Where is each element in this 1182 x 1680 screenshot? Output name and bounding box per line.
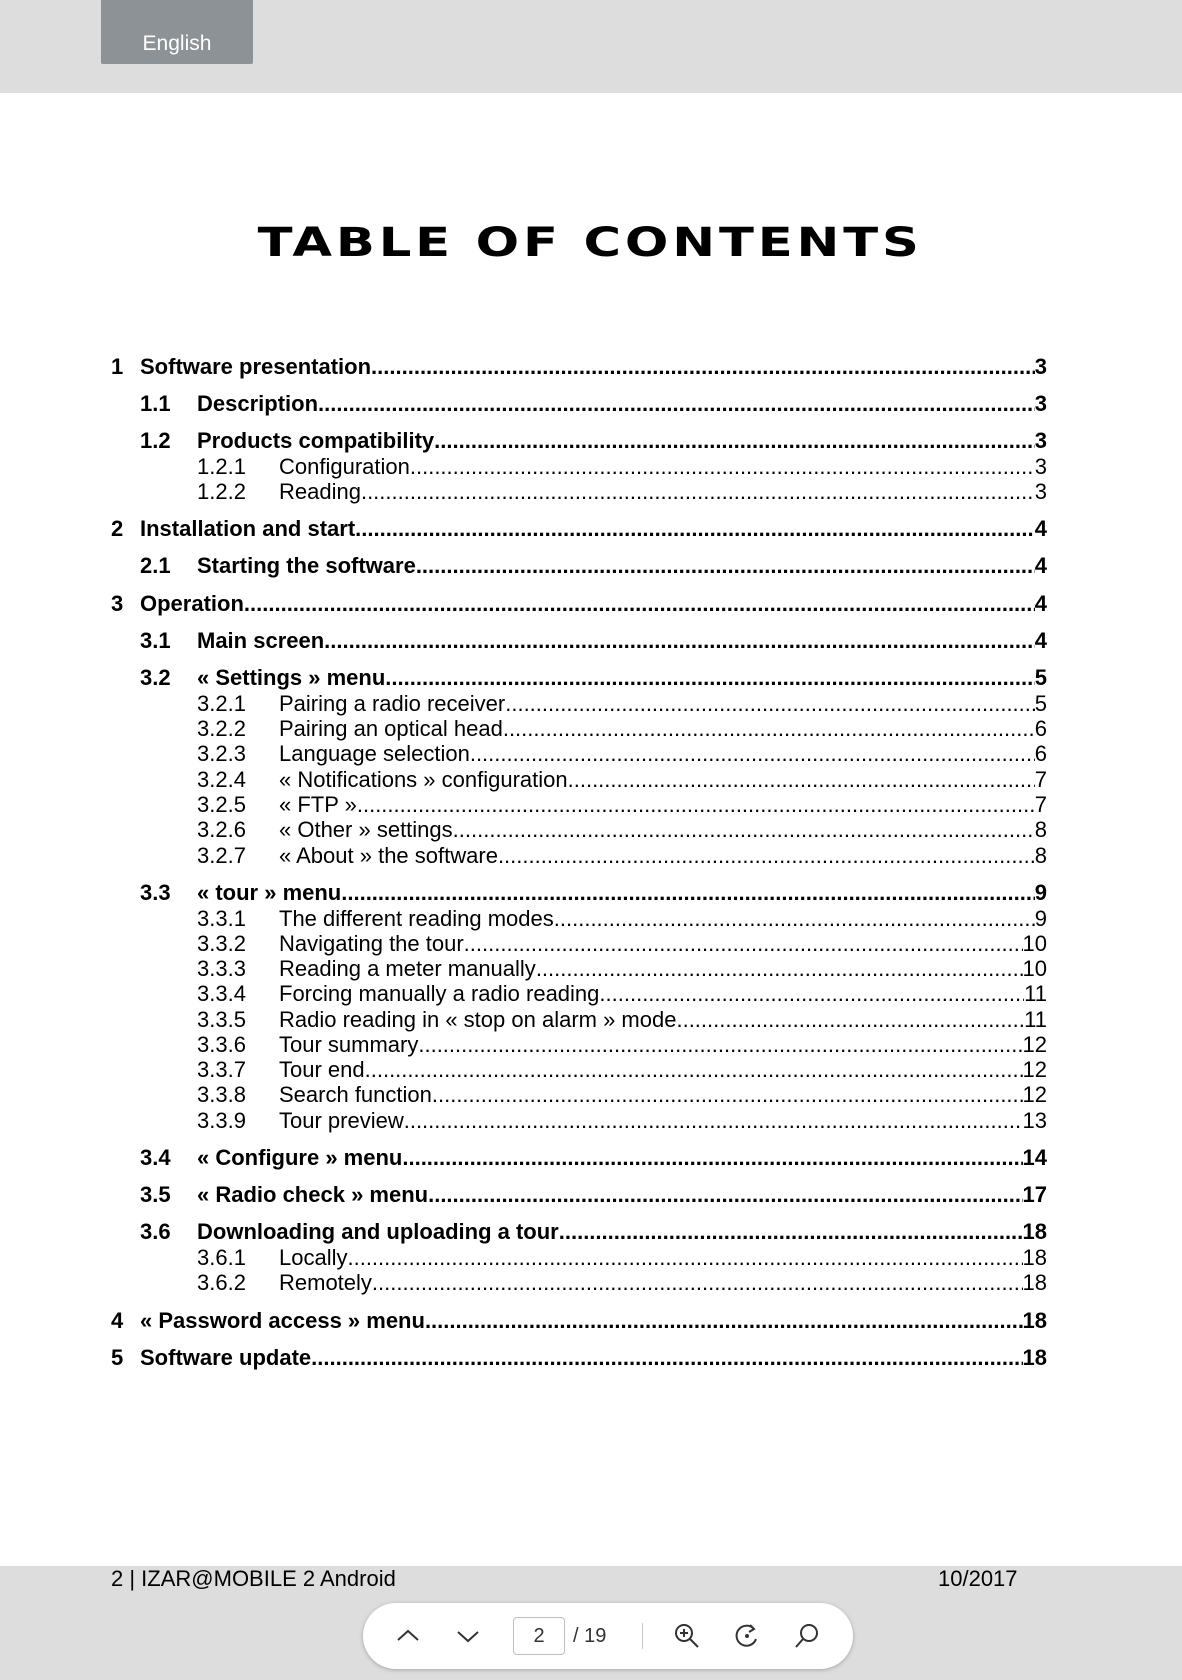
toc-entry-page: 3 [1034,391,1047,416]
page-number-input[interactable] [513,1617,565,1655]
toc-entry-number: 3.2 [140,665,171,690]
toc-entry-number: 3.6.1 [197,1245,246,1270]
search-button[interactable] [792,1621,822,1651]
toc-entry-page: 8 [1034,843,1047,868]
toc-entry-title: Starting the software [197,553,416,578]
toc-entry-title: Tour summary [279,1032,419,1057]
toc-entry[interactable] [111,1308,1047,1334]
toc-entry[interactable] [140,665,1047,691]
footer-date: 10/2017 [938,1566,1018,1591]
toc-entry-number: 3.3.8 [197,1082,246,1107]
toc-entry[interactable] [197,1245,1047,1271]
toc-leader-dots [676,1007,1024,1033]
toc-entry-number: 3.3.5 [197,1007,246,1032]
toc-entry-title: Configuration [279,454,410,479]
toc-entry-page: 12 [1022,1082,1047,1107]
toc-entry-page: 11 [1024,981,1047,1006]
toc-entry[interactable] [197,1270,1047,1296]
toc-entry-page: 3 [1034,454,1047,479]
toc-leader-dots [402,1145,1022,1171]
toc-entry[interactable] [197,906,1047,932]
rotate-icon [733,1622,761,1650]
toc-entry-page: 3 [1034,479,1047,504]
toc-leader-dots [361,479,1035,505]
toc-entry-title: « Radio check » menu [197,1182,429,1207]
toolbar-divider [642,1623,643,1649]
toc-entry[interactable] [197,843,1047,869]
search-icon [793,1622,821,1650]
toc-entry-page: 9 [1034,906,1047,931]
toc-leader-dots [554,906,1035,932]
toc-entry-number: 1.1 [140,391,171,416]
toc-entry-page: 18 [1022,1345,1047,1370]
toc-leader-dots [347,1245,1022,1271]
toc-entry[interactable] [111,516,1047,542]
toc-entry-title: Search function [279,1082,432,1107]
toc-entry-title: The different reading modes [279,906,554,931]
toc-entry[interactable] [197,454,1047,480]
toc-leader-dots [418,1032,1022,1058]
toc-entry-number: 3.5 [140,1182,171,1207]
toc-entry-title: Downloading and uploading a tour [197,1219,559,1244]
toc-leader-dots [428,1182,1022,1208]
toc-entry-page: 11 [1024,1007,1047,1032]
toc-entry[interactable] [197,792,1047,818]
toc-entry[interactable] [197,691,1047,717]
toc-entry-number: 3.3.6 [197,1032,246,1057]
language-tab[interactable]: English [101,0,253,64]
toc-leader-dots [341,880,1035,906]
toc-leader-dots [434,428,1035,454]
toc-leader-dots [357,792,1035,818]
toc-leader-dots [365,1057,1023,1083]
top-bar [0,0,1182,93]
toc-leader-dots [425,1308,1023,1334]
toc-entry-number: 3.2.3 [197,741,246,766]
toc-entry-title: Software presentation [140,354,372,379]
toc-leader-dots [470,741,1035,767]
toc-entry-number: 3.1 [140,628,171,653]
toc-entry-number: 3.2.2 [197,716,246,741]
toc-entry-number: 2.1 [140,553,171,578]
toc-entry-title: « Other » settings [279,817,453,842]
toc-entry-page: 6 [1034,741,1047,766]
toc-entry[interactable] [197,956,1047,982]
toc-entry-title: Language selection [279,741,470,766]
toc-entry-number: 3.3.3 [197,956,246,981]
toc-entry-page: 12 [1022,1032,1047,1057]
toc-entry[interactable] [197,817,1047,843]
toc-entry-number: 1.2.1 [197,454,246,479]
toc-entry[interactable] [197,981,1047,1007]
toc-entry-title: « Notifications » configuration [279,767,568,792]
toc-entry[interactable] [140,391,1047,417]
previous-page-button[interactable] [393,1621,423,1651]
toc-entry-title: « FTP » [279,792,357,817]
toc-leader-dots [559,1219,1023,1245]
zoom-in-icon [673,1622,701,1650]
toc-entry[interactable] [111,1345,1047,1371]
toc-entry-number: 3.3.7 [197,1057,246,1082]
chevron-up-icon [395,1623,421,1649]
page-total: / 19 [573,1625,607,1647]
toc-entry[interactable] [140,553,1047,579]
toc-entry-page: 18 [1022,1308,1047,1333]
toc-entry-page: 7 [1034,792,1047,817]
toc-entry[interactable] [197,479,1047,505]
toc-entry-page: 10 [1022,956,1047,981]
toc-entry-title: Main screen [197,628,325,653]
toc-entry-title: Pairing an optical head [279,716,503,741]
toc-entry-title: Reading a meter manually [279,956,536,981]
toc-entry-page: 5 [1034,665,1047,690]
toc-entry-number: 3.2.5 [197,792,246,817]
toc-leader-dots [505,691,1035,717]
toc-entry-page: 6 [1034,716,1047,741]
toc-entry-title: Locally [279,1245,348,1270]
toc-entry-number: 5 [111,1345,124,1370]
toc-leader-dots [355,516,1035,542]
page-navigation-toolbar [363,1603,853,1669]
toc-entry-page: 12 [1022,1057,1047,1082]
toc-entry-page: 18 [1022,1245,1047,1270]
toc-leader-dots [371,354,1035,380]
toc-entry[interactable] [197,1108,1047,1134]
toc-entry[interactable] [197,931,1047,957]
toc-entry[interactable] [197,1007,1047,1033]
toc-leader-dots [536,956,1023,982]
toc-entry[interactable] [197,716,1047,742]
toc-entry-number: 3.6.2 [197,1270,246,1295]
toc-entry-number: 3.3.2 [197,931,246,956]
toc-entry-title: Pairing a radio receiver [279,691,506,716]
toc-entry-title: « Settings » menu [197,665,386,690]
toc-entry-page: 4 [1034,516,1047,541]
toc-entry-number: 2 [111,516,124,541]
toc-entry-title: Radio reading in « stop on alarm » mode [279,1007,677,1032]
toc-entry-page: 4 [1034,628,1047,653]
toc-leader-dots [244,591,1035,617]
toc-entry-page: 5 [1034,691,1047,716]
toc-leader-dots [498,843,1035,869]
toc-entry[interactable] [140,628,1047,654]
toc-entry-number: 3.3.9 [197,1108,246,1133]
toc-entry[interactable] [140,1219,1047,1245]
toc-entry[interactable] [111,591,1047,617]
toc-entry-title: Remotely [279,1270,372,1295]
toc-entry[interactable] [140,880,1047,906]
toc-entry-number: 3.4 [140,1145,171,1170]
toc-entry-number: 3.3 [140,880,171,905]
toc-entry-title: Operation [140,591,244,616]
toc-leader-dots [404,1108,1023,1134]
toc-leader-dots [503,716,1035,742]
toc-entry-title: « About » the software [279,843,498,868]
next-page-button[interactable] [453,1621,483,1651]
toc-entry[interactable] [111,354,1047,380]
toc-entry-number: 1.2 [140,428,171,453]
toc-entry-number: 3.2.4 [197,767,246,792]
toc-entry[interactable] [140,1182,1047,1208]
toc-entry[interactable] [140,1145,1047,1171]
toc-entry-title: Software update [140,1345,312,1370]
toc-leader-dots [385,665,1034,691]
toc-entry[interactable] [197,1057,1047,1083]
toc-leader-dots [372,1270,1023,1296]
toc-entry-page: 3 [1034,354,1047,379]
toc-entry-page: 18 [1022,1219,1047,1244]
toc-leader-dots [318,391,1035,417]
toc-entry-page: 9 [1034,880,1047,905]
toc-entry[interactable] [140,428,1047,454]
toc-entry-page: 10 [1022,931,1047,956]
toc-entry-title: Products compatibility [197,428,435,453]
chevron-down-icon [455,1623,481,1649]
toc-entry-title: Tour preview [279,1108,404,1133]
toc-leader-dots [416,553,1035,579]
toc-entry-page: 13 [1022,1108,1047,1133]
toc-entry-number: 3.6 [140,1219,171,1244]
toc-entry-title: Navigating the tour [279,931,464,956]
toc-leader-dots [324,628,1035,654]
toc-entry-page: 7 [1034,767,1047,792]
toc-entry-number: 3.2.1 [197,691,246,716]
toc-entry-number: 3 [111,591,124,616]
toc-entry-title: « tour » menu [197,880,342,905]
page-title: TABLE OF CONTENTS [257,220,923,266]
toc-leader-dots [410,454,1035,480]
toc-entry-page: 8 [1034,817,1047,842]
toc-entry-title: Tour end [279,1057,365,1082]
toc-entry-number: 3.3.4 [197,981,246,1006]
toc-entry-number: 1 [111,354,124,379]
footer-document-name: 2 | IZAR@MOBILE 2 Android [111,1566,396,1591]
toc-entry-page: 4 [1034,591,1047,616]
toc-leader-dots [453,817,1035,843]
toc-entry-page: 14 [1022,1145,1047,1170]
toc-entry-title: « Configure » menu [197,1145,403,1170]
toc-entry-number: 1.2.2 [197,479,246,504]
rotate-button[interactable] [732,1621,762,1651]
toc-entry[interactable] [197,1032,1047,1058]
toc-leader-dots [311,1345,1022,1371]
toc-leader-dots [432,1082,1023,1108]
toc-entry[interactable] [197,1082,1047,1108]
toc-entry-title: Description [197,391,319,416]
toc-entry-number: 3.2.7 [197,843,246,868]
toc-entry[interactable] [197,741,1047,767]
toc-entry-title: Forcing manually a radio reading [279,981,600,1006]
toc-entry-number: 3.2.6 [197,817,246,842]
toc-entry-page: 4 [1034,553,1047,578]
toc-entry-page: 17 [1022,1182,1047,1207]
toc-entry-page: 18 [1022,1270,1047,1295]
toc-entry-page: 3 [1034,428,1047,453]
toc-entry-number: 3.3.1 [197,906,246,931]
toc-entry-title: Installation and start [140,516,356,541]
toc-entry[interactable] [197,767,1047,793]
toc-leader-dots [464,931,1023,957]
toc-entry-title: « Password access » menu [140,1308,425,1333]
toc-leader-dots [599,981,1024,1007]
toc-leader-dots [568,767,1035,793]
zoom-in-button[interactable] [672,1621,702,1651]
toc-entry-number: 4 [111,1308,124,1333]
toc-entry-title: Reading [279,479,361,504]
